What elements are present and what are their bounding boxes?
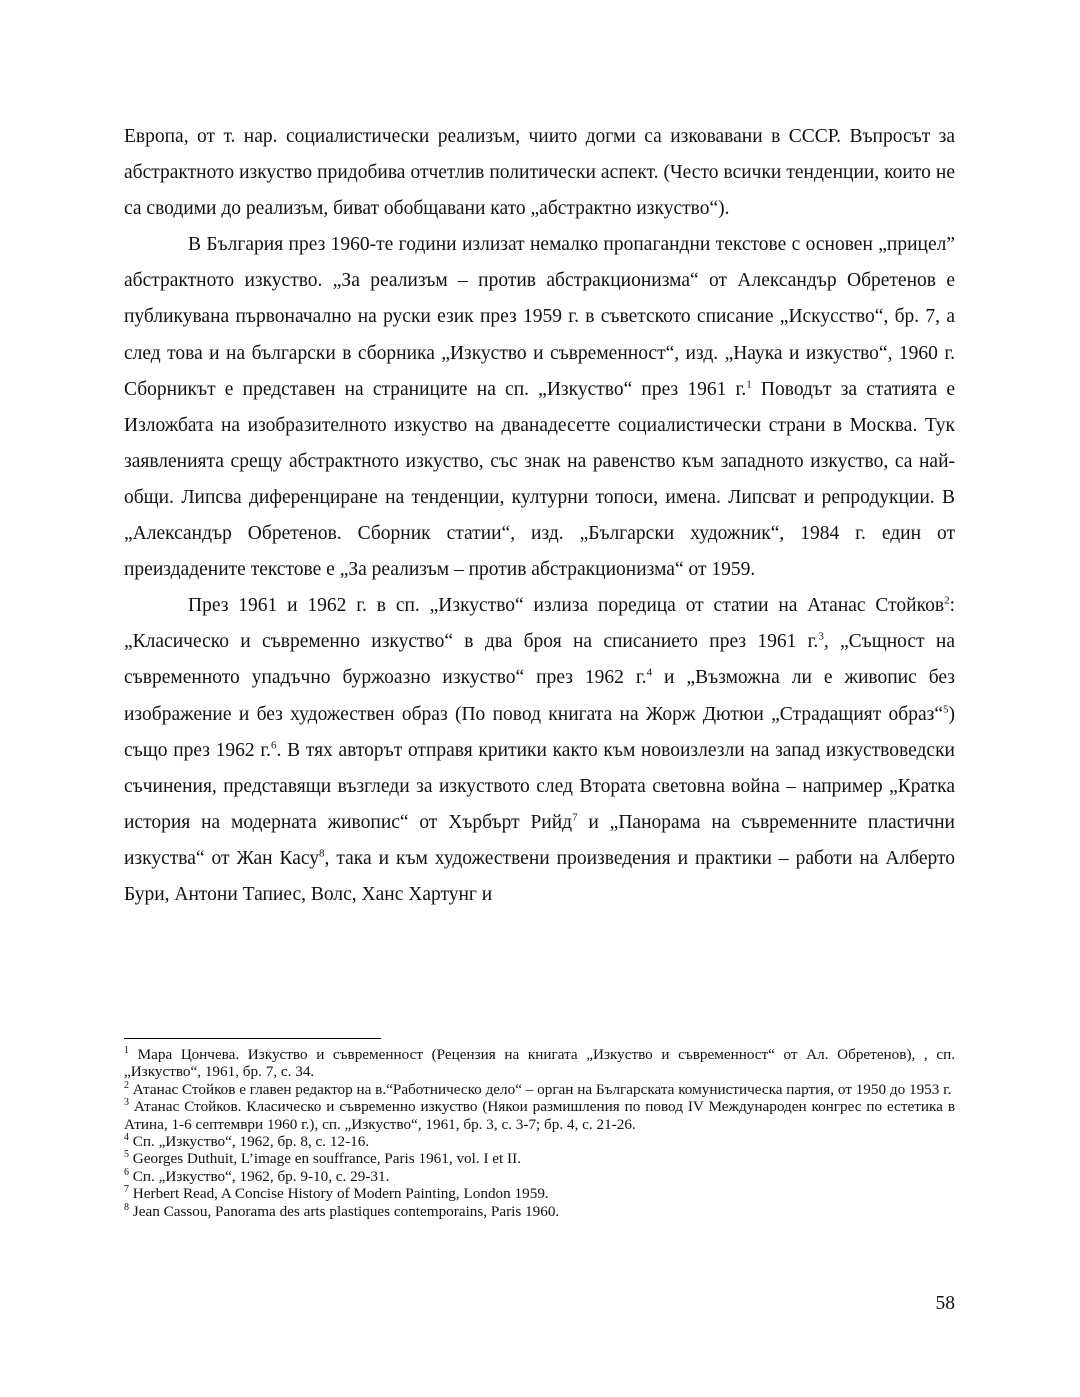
- paragraph-text: Европа, от т. нар. социалистически реализъм, чиито догми са изковавани в СССР. Въпросът за абстрактното изкуство придобива отчетлив политически аспект. (Често всички тенденции, които не са сводими до реализъм, биват обобщавани като „абстрактно изкуство“).: [124, 126, 955, 220]
- body-text: [124, 119, 955, 913]
- footnote-number: 5: [124, 1149, 129, 1161]
- page-number: 58: [935, 1293, 955, 1314]
- footnote-6: [124, 1168, 955, 1185]
- footnote-separator: [124, 1038, 381, 1039]
- footnote-ref-2[interactable]: 2: [944, 594, 950, 607]
- paragraph-text: ) също през 1962 г.: [124, 703, 955, 761]
- footnote-number: 6: [124, 1166, 129, 1178]
- footnote-ref-1[interactable]: 1: [746, 378, 752, 391]
- footnote-number: 2: [124, 1079, 129, 1091]
- paragraph-2: [124, 227, 955, 588]
- footnote-ref-4[interactable]: 4: [646, 666, 653, 679]
- footnote-1: [124, 1046, 955, 1081]
- footnote-text: Herbert Read, A Concise History of Modern Painting, London 1959.: [129, 1185, 549, 1203]
- paragraph-text: , „Същност на съвременното упадъчно буржоазно изкуство“ през 1962 г.: [124, 631, 955, 689]
- footnote-ref-7[interactable]: 7: [572, 811, 578, 824]
- footnote-3: [124, 1098, 955, 1133]
- paragraph-text: и „Възможна ли е живопис без изображение и без художествен образ (По повод книгата на Жорж Дютюи „Страдащият образ“: [124, 667, 955, 725]
- footnote-text: Сп. „Изкуство“, 1962, бр. 9-10, с. 29-31.: [129, 1167, 390, 1185]
- paragraph-text: Поводът за статията е Изложбата на изобразителното изкуство на дванадесетте социалистически страни в Москва. Тук заявленията срещу абстрактното изкуство, със знак на равенство към западното изкуство, са най-общи. Липсва диференциране на тенденции, културни топоси, имена. Липсват и репродукции. В „Александър Обретенов. Сборник статии“, изд. „Български художник“, 1984 г. един от преиздадените текстове е „За реализъм – против абстракционизма“ от 1959.: [124, 378, 955, 581]
- footnote-ref-3[interactable]: 3: [818, 630, 824, 643]
- footnote-number: 7: [124, 1184, 129, 1196]
- footnote-8: [124, 1203, 955, 1220]
- paragraph-text: и „Панорама на съвременните пластични изкуства“ от Жан Касу: [124, 811, 955, 869]
- footnote-text: Сп. „Изкуство“, 1962, бр. 8, с. 12-16.: [129, 1133, 370, 1151]
- footnote-number: 3: [124, 1097, 129, 1109]
- paragraph-3: [124, 588, 955, 913]
- footnote-number: 4: [124, 1131, 129, 1143]
- footnote-number: 1: [124, 1044, 129, 1056]
- footnotes: [124, 1046, 955, 1220]
- paragraph-text: : „Класическо и съвременно изкуство“ в два броя на списанието през 1961 г.: [124, 595, 955, 653]
- footnote-text: Атанас Стойков е главен редактор на в.“Работническо дело“ – орган на Българската комунистическа партия, от 1950 до 1953 г.: [129, 1080, 952, 1098]
- footnote-number: 8: [124, 1201, 129, 1213]
- footnote-4: [124, 1133, 955, 1150]
- paragraph-text: В България през 1960-те години излизат немалко пропагандни текстове с основен „прицел” абстрактното изкуство. „За реализъм – против абстракционизма“ от Александър Обретенов е публикувана първоначално на руски език през 1959 г. в съветското списание „Искусство“, бр. 7, а след това и на български в сборника „Изкуство и съвременност“, изд. „Наука и изкуство“, 1960 г. Сборникът е представен на страниците на сп. „Изкуство“ през 1961 г.: [124, 234, 955, 400]
- footnote-text: Атанас Стойков. Класическо и съвременно изкуство (Някои размишления по повод IV Международен конгрес по естетика в Атина, 1-6 септември 1960 г.), сп. „Изкуство“, 1961, бр. 3, с. 3-7; бр. 4, с. 21-26.: [124, 1098, 955, 1133]
- footnote-ref-5[interactable]: 5: [943, 703, 949, 715]
- footnote-text: Georges Duthuit, L’image en souffrance, Paris 1961, vol. I et II.: [129, 1150, 521, 1168]
- paragraph-text: . В тях авторът отправя критики както към новоизлезли на запад изкуствоведски съчинения, представящи възгледи за изкуството след Втората световна война – например „Кратка история на модерната живопис“ от Хърбърт Рийд: [124, 739, 955, 833]
- footnote-2: [124, 1081, 955, 1098]
- footnote-text: Jean Cassou, Panorama des arts plastiques contemporains, Paris 1960.: [129, 1202, 560, 1220]
- footnote-7: [124, 1185, 955, 1202]
- footnote-ref-6[interactable]: 6: [271, 739, 277, 752]
- paragraph-1: [124, 119, 955, 227]
- footnote-text: Мара Цончева. Изкуство и съвременност (Рецензия на книгата „Изкуство и съвременност“ от Ал. Обретенов), , сп. „Изкуство“, 1961, бр. 7, с. 34.: [124, 1046, 955, 1081]
- footnote-ref-8[interactable]: 8: [319, 847, 325, 860]
- footnote-5: [124, 1150, 955, 1167]
- paragraph-text: , така и към художествени произведения и практики – работи на Алберто Бури, Антони Тапиес, Волс, Ханс Хартунг и: [124, 847, 956, 905]
- paragraph-text: През 1961 и 1962 г. в сп. „Изкуство“ излиза поредица от статии на Атанас Стойков: [188, 595, 945, 617]
